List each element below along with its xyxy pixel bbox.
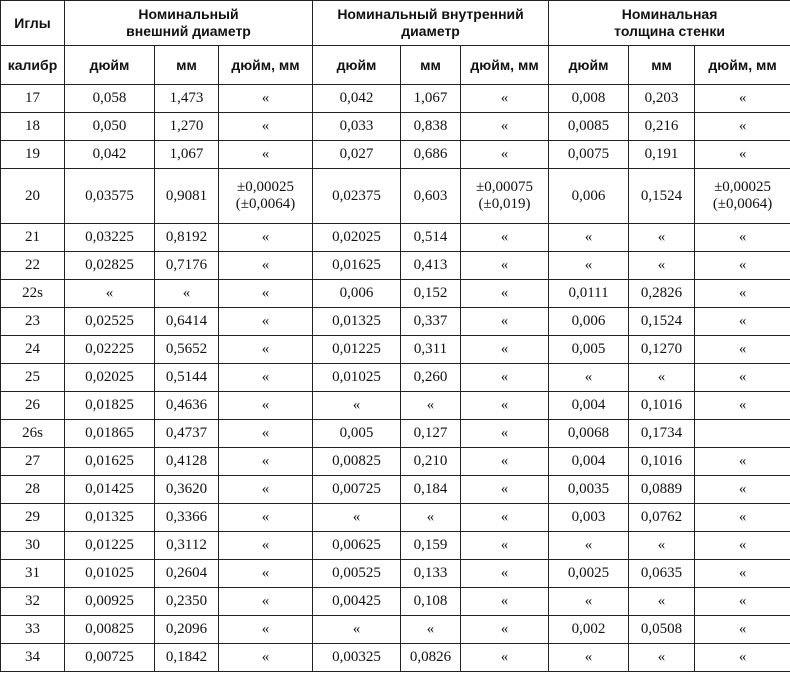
- inner-mm-cell: 0,603: [401, 169, 461, 224]
- outer-mm-cell: 0,6414: [155, 308, 219, 336]
- wall-tolerance-cell: «: [695, 85, 790, 113]
- outer-inch-cell: 0,01625: [65, 448, 155, 476]
- table-row: [1, 420, 790, 448]
- inner-tolerance-cell: «: [461, 141, 549, 169]
- wall-tolerance-cell: «: [695, 644, 790, 672]
- outer-inch-cell: 0,050: [65, 113, 155, 141]
- table-row: [1, 392, 790, 420]
- inner-mm-cell: 0,152: [401, 280, 461, 308]
- outer-mm-cell: 0,2096: [155, 616, 219, 644]
- inner-mm-cell: «: [401, 392, 461, 420]
- inner-inch-cell: 0,00825: [313, 448, 401, 476]
- inner-inch-subheader: дюйм: [313, 46, 401, 85]
- outer-tolerance-cell: «: [219, 364, 313, 392]
- outer-mm-cell: 0,2604: [155, 560, 219, 588]
- inner-mm-cell: 0,838: [401, 113, 461, 141]
- outer-tolerance-cell: «: [219, 588, 313, 616]
- gauge-cell: 20: [1, 169, 65, 224]
- wall-tolerance-cell: «: [695, 252, 790, 280]
- table-row: [1, 252, 790, 280]
- wall-inch-cell: 0,008: [549, 85, 629, 113]
- inner-inch-cell: 0,01025: [313, 364, 401, 392]
- outer-inch-cell: 0,058: [65, 85, 155, 113]
- wall-tolerance-cell: «: [695, 476, 790, 504]
- wall-tolerance-cell: «: [695, 113, 790, 141]
- cell-line: ±0,00025: [237, 179, 294, 195]
- inner-inch-cell: 0,00425: [313, 588, 401, 616]
- inner-mm-cell: «: [401, 504, 461, 532]
- cell-line: ±0,00025: [714, 179, 772, 195]
- outer-inch-cell: 0,03575: [65, 169, 155, 224]
- wall-inch-cell: «: [549, 224, 629, 252]
- wall-tolerance-cell: «: [695, 504, 790, 532]
- inner-mm-cell: 0,127: [401, 420, 461, 448]
- wall-inch-cell: «: [549, 364, 629, 392]
- wall-mm-cell: 0,1270: [629, 336, 695, 364]
- wall-tolerance-cell: «: [695, 392, 790, 420]
- wall-mm-cell: 0,216: [629, 113, 695, 141]
- inner-tolerance-cell: «: [461, 85, 549, 113]
- wall-mm-cell: 0,1734: [629, 420, 695, 448]
- table-row: [1, 141, 790, 169]
- inner-mm-cell: 0,108: [401, 588, 461, 616]
- inner-diameter-header: Номинальный внутренний диаметр: [313, 1, 549, 46]
- table-row: [1, 308, 790, 336]
- wall-tolerance-cell: «: [695, 224, 790, 252]
- inner-inch-cell: 0,01325: [313, 308, 401, 336]
- wall-inch-cell: 0,0075: [549, 141, 629, 169]
- wall-mm-cell: «: [629, 532, 695, 560]
- wall-tolerance-cell: «: [695, 616, 790, 644]
- wall-inch-cell: «: [549, 588, 629, 616]
- outer-tolerance-cell: «: [219, 616, 313, 644]
- wall-mm-cell: 0,191: [629, 141, 695, 169]
- outer-inch-cell: 0,02025: [65, 364, 155, 392]
- gauge-cell: 22s: [1, 280, 65, 308]
- inner-mm-cell: 0,337: [401, 308, 461, 336]
- outer-mm-cell: 0,5652: [155, 336, 219, 364]
- inner-mm-cell: 0,133: [401, 560, 461, 588]
- outer-tolerance-cell: «: [219, 224, 313, 252]
- inner-inch-cell: 0,01225: [313, 336, 401, 364]
- wall-inch-cell: «: [549, 644, 629, 672]
- inner-inch-cell: 0,00325: [313, 644, 401, 672]
- inner-inch-cell: 0,033: [313, 113, 401, 141]
- outer-tolerance-cell: «: [219, 420, 313, 448]
- inner-tolerance-cell: «: [461, 420, 549, 448]
- gauge-cell: 26: [1, 392, 65, 420]
- outer-inch-cell: 0,01325: [65, 504, 155, 532]
- inner-inch-cell: 0,02025: [313, 224, 401, 252]
- inner-mm-cell: 0,0826: [401, 644, 461, 672]
- wall-mm-cell: 0,2826: [629, 280, 695, 308]
- inner-inch-cell: «: [313, 392, 401, 420]
- wall-tolerance-cell: «: [695, 588, 790, 616]
- wall-mm-cell: 0,1016: [629, 448, 695, 476]
- wall-tolerance-cell: «: [695, 448, 790, 476]
- inner-tolerance-cell: «: [461, 616, 549, 644]
- cell-line: (±0,0064): [712, 196, 773, 212]
- gauge-cell: 18: [1, 113, 65, 141]
- outer-mm-cell: 0,1842: [155, 644, 219, 672]
- outer-tolerance-cell: «: [219, 252, 313, 280]
- inner-tolerance-cell: «: [461, 532, 549, 560]
- table-row: [1, 364, 790, 392]
- table-row: [1, 588, 790, 616]
- gauge-cell: 29: [1, 504, 65, 532]
- wall-mm-cell: 0,0508: [629, 616, 695, 644]
- outer-inch-cell: 0,00825: [65, 616, 155, 644]
- table-body: [1, 85, 790, 672]
- outer-inch-cell: 0,03225: [65, 224, 155, 252]
- inner-tolerance-cell: «: [461, 280, 549, 308]
- outer-mm-cell: 0,5144: [155, 364, 219, 392]
- inner-mm-cell: 0,686: [401, 141, 461, 169]
- inner-tolerance-cell: «: [461, 113, 549, 141]
- subheader-row: [1, 46, 790, 85]
- outer-mm-subheader: мм: [155, 46, 219, 85]
- outer-tolerance-cell: [219, 169, 313, 224]
- gauge-subheader: калибр: [1, 46, 65, 85]
- outer-tolerance-cell: «: [219, 308, 313, 336]
- wall-mm-cell: «: [629, 252, 695, 280]
- outer-mm-cell: 0,9081: [155, 169, 219, 224]
- cell-line: (±0,019): [478, 196, 531, 212]
- inner-tolerance-cell: «: [461, 476, 549, 504]
- wall-mm-cell: «: [629, 588, 695, 616]
- outer-tolerance-cell: «: [219, 476, 313, 504]
- inner-mm-cell: 0,413: [401, 252, 461, 280]
- outer-inch-cell: 0,00925: [65, 588, 155, 616]
- inner-tolerance-subheader: дюйм, мм: [461, 46, 549, 85]
- outer-mm-cell: 0,7176: [155, 252, 219, 280]
- outer-mm-cell: 0,8192: [155, 224, 219, 252]
- inner-inch-cell: 0,02375: [313, 169, 401, 224]
- table-row: [1, 560, 790, 588]
- wall-tolerance-subheader: дюйм, мм: [695, 46, 790, 85]
- needles-header: Иглы: [1, 1, 65, 46]
- wall-inch-cell: 0,0068: [549, 420, 629, 448]
- gauge-cell: 34: [1, 644, 65, 672]
- outer-tolerance-cell: «: [219, 113, 313, 141]
- outer-inch-cell: 0,01225: [65, 532, 155, 560]
- table-row: [1, 85, 790, 113]
- outer-tolerance-cell: «: [219, 448, 313, 476]
- inner-tolerance-cell: «: [461, 392, 549, 420]
- wall-tolerance-cell: [695, 169, 790, 224]
- gauge-cell: 31: [1, 560, 65, 588]
- outer-tolerance-subheader: дюйм, мм: [219, 46, 313, 85]
- gauge-cell: 23: [1, 308, 65, 336]
- inner-tolerance-cell: «: [461, 336, 549, 364]
- outer-tolerance-cell: «: [219, 280, 313, 308]
- outer-inch-cell: 0,02525: [65, 308, 155, 336]
- outer-diameter-header: Номинальный внешний диаметр: [65, 1, 313, 46]
- wall-tolerance-cell: «: [695, 336, 790, 364]
- wall-inch-cell: 0,004: [549, 392, 629, 420]
- inner-tolerance-cell: «: [461, 224, 549, 252]
- inner-inch-cell: 0,00525: [313, 560, 401, 588]
- outer-mm-cell: 1,473: [155, 85, 219, 113]
- inner-inch-cell: 0,027: [313, 141, 401, 169]
- gauge-cell: 32: [1, 588, 65, 616]
- inner-inch-cell: 0,006: [313, 280, 401, 308]
- outer-tolerance-cell: «: [219, 392, 313, 420]
- inner-mm-cell: «: [401, 616, 461, 644]
- table-row: [1, 448, 790, 476]
- inner-mm-cell: 0,184: [401, 476, 461, 504]
- outer-inch-subheader: дюйм: [65, 46, 155, 85]
- inner-inch-cell: «: [313, 616, 401, 644]
- wall-inch-cell: 0,004: [549, 448, 629, 476]
- wall-mm-cell: 0,0889: [629, 476, 695, 504]
- table-row: [1, 476, 790, 504]
- wall-inch-cell: 0,002: [549, 616, 629, 644]
- inner-mm-cell: 0,514: [401, 224, 461, 252]
- header-row: [1, 1, 790, 46]
- inner-inch-cell: 0,042: [313, 85, 401, 113]
- wall-thickness-header: Номинальная толщина стенки: [549, 1, 790, 46]
- gauge-cell: 27: [1, 448, 65, 476]
- table-row: [1, 280, 790, 308]
- inner-inch-cell: 0,005: [313, 420, 401, 448]
- wall-mm-cell: 0,0762: [629, 504, 695, 532]
- inner-inch-cell: 0,01625: [313, 252, 401, 280]
- table-row: [1, 532, 790, 560]
- inner-mm-cell: 0,159: [401, 532, 461, 560]
- outer-mm-cell: 0,3620: [155, 476, 219, 504]
- outer-inch-cell: 0,02825: [65, 252, 155, 280]
- table-row: [1, 616, 790, 644]
- outer-mm-cell: «: [155, 280, 219, 308]
- wall-inch-cell: 0,006: [549, 308, 629, 336]
- wall-inch-cell: 0,0085: [549, 113, 629, 141]
- wall-inch-cell: «: [549, 532, 629, 560]
- table-row: [1, 169, 790, 224]
- outer-mm-cell: 1,270: [155, 113, 219, 141]
- outer-tolerance-cell: «: [219, 532, 313, 560]
- wall-inch-cell: «: [549, 252, 629, 280]
- wall-tolerance-cell: «: [695, 141, 790, 169]
- gauge-cell: 21: [1, 224, 65, 252]
- cell-line: (±0,0064): [235, 196, 296, 212]
- outer-mm-cell: 0,4636: [155, 392, 219, 420]
- outer-tolerance-cell: «: [219, 336, 313, 364]
- wall-mm-cell: «: [629, 224, 695, 252]
- gauge-cell: 22: [1, 252, 65, 280]
- inner-mm-cell: 0,260: [401, 364, 461, 392]
- outer-mm-cell: 0,3112: [155, 532, 219, 560]
- wall-inch-cell: 0,003: [549, 504, 629, 532]
- inner-inch-cell: 0,00725: [313, 476, 401, 504]
- inner-mm-cell: 0,311: [401, 336, 461, 364]
- outer-mm-cell: 0,3366: [155, 504, 219, 532]
- wall-inch-cell: 0,0025: [549, 560, 629, 588]
- wall-mm-cell: 0,1016: [629, 392, 695, 420]
- table-row: [1, 113, 790, 141]
- inner-inch-cell: «: [313, 504, 401, 532]
- wall-inch-subheader: дюйм: [549, 46, 629, 85]
- outer-mm-cell: 0,4737: [155, 420, 219, 448]
- wall-mm-cell: 0,1524: [629, 308, 695, 336]
- outer-tolerance-cell: «: [219, 560, 313, 588]
- gauge-cell: 28: [1, 476, 65, 504]
- inner-tolerance-cell: «: [461, 644, 549, 672]
- table-row: [1, 336, 790, 364]
- inner-tolerance-cell: «: [461, 364, 549, 392]
- outer-mm-cell: 0,4128: [155, 448, 219, 476]
- wall-mm-cell: 0,0635: [629, 560, 695, 588]
- inner-tolerance-cell: [461, 169, 549, 224]
- gauge-cell: 26s: [1, 420, 65, 448]
- wall-inch-cell: 0,0111: [549, 280, 629, 308]
- outer-inch-cell: «: [65, 280, 155, 308]
- table-row: [1, 644, 790, 672]
- gauge-cell: 25: [1, 364, 65, 392]
- wall-mm-subheader: мм: [629, 46, 695, 85]
- wall-mm-cell: 0,203: [629, 85, 695, 113]
- gauge-cell: 30: [1, 532, 65, 560]
- inner-tolerance-cell: «: [461, 504, 549, 532]
- wall-inch-cell: 0,006: [549, 169, 629, 224]
- outer-inch-cell: 0,01825: [65, 392, 155, 420]
- inner-tolerance-cell: «: [461, 448, 549, 476]
- gauge-cell: 17: [1, 85, 65, 113]
- inner-mm-cell: 0,210: [401, 448, 461, 476]
- wall-inch-cell: 0,0035: [549, 476, 629, 504]
- wall-tolerance-cell: «: [695, 308, 790, 336]
- inner-tolerance-cell: «: [461, 560, 549, 588]
- outer-inch-cell: 0,042: [65, 141, 155, 169]
- wall-tolerance-cell: [695, 420, 790, 448]
- gauge-cell: 24: [1, 336, 65, 364]
- inner-inch-cell: 0,00625: [313, 532, 401, 560]
- inner-mm-subheader: мм: [401, 46, 461, 85]
- inner-tolerance-cell: «: [461, 308, 549, 336]
- outer-tolerance-cell: «: [219, 141, 313, 169]
- inner-tolerance-cell: «: [461, 252, 549, 280]
- outer-inch-cell: 0,00725: [65, 644, 155, 672]
- wall-inch-cell: 0,005: [549, 336, 629, 364]
- wall-tolerance-cell: «: [695, 532, 790, 560]
- outer-inch-cell: 0,01425: [65, 476, 155, 504]
- outer-inch-cell: 0,01865: [65, 420, 155, 448]
- inner-tolerance-cell: «: [461, 588, 549, 616]
- wall-mm-cell: «: [629, 644, 695, 672]
- outer-inch-cell: 0,01025: [65, 560, 155, 588]
- wall-tolerance-cell: «: [695, 560, 790, 588]
- outer-inch-cell: 0,02225: [65, 336, 155, 364]
- outer-tolerance-cell: «: [219, 85, 313, 113]
- outer-tolerance-cell: «: [219, 504, 313, 532]
- inner-mm-cell: 1,067: [401, 85, 461, 113]
- cell-line: ±0,00075: [476, 179, 534, 195]
- wall-tolerance-cell: «: [695, 280, 790, 308]
- wall-mm-cell: «: [629, 364, 695, 392]
- outer-mm-cell: 1,067: [155, 141, 219, 169]
- table-row: [1, 224, 790, 252]
- wall-tolerance-cell: «: [695, 364, 790, 392]
- outer-mm-cell: 0,2350: [155, 588, 219, 616]
- table-row: [1, 504, 790, 532]
- wall-mm-cell: 0,1524: [629, 169, 695, 224]
- outer-tolerance-cell: «: [219, 644, 313, 672]
- gauge-cell: 19: [1, 141, 65, 169]
- gauge-cell: 33: [1, 616, 65, 644]
